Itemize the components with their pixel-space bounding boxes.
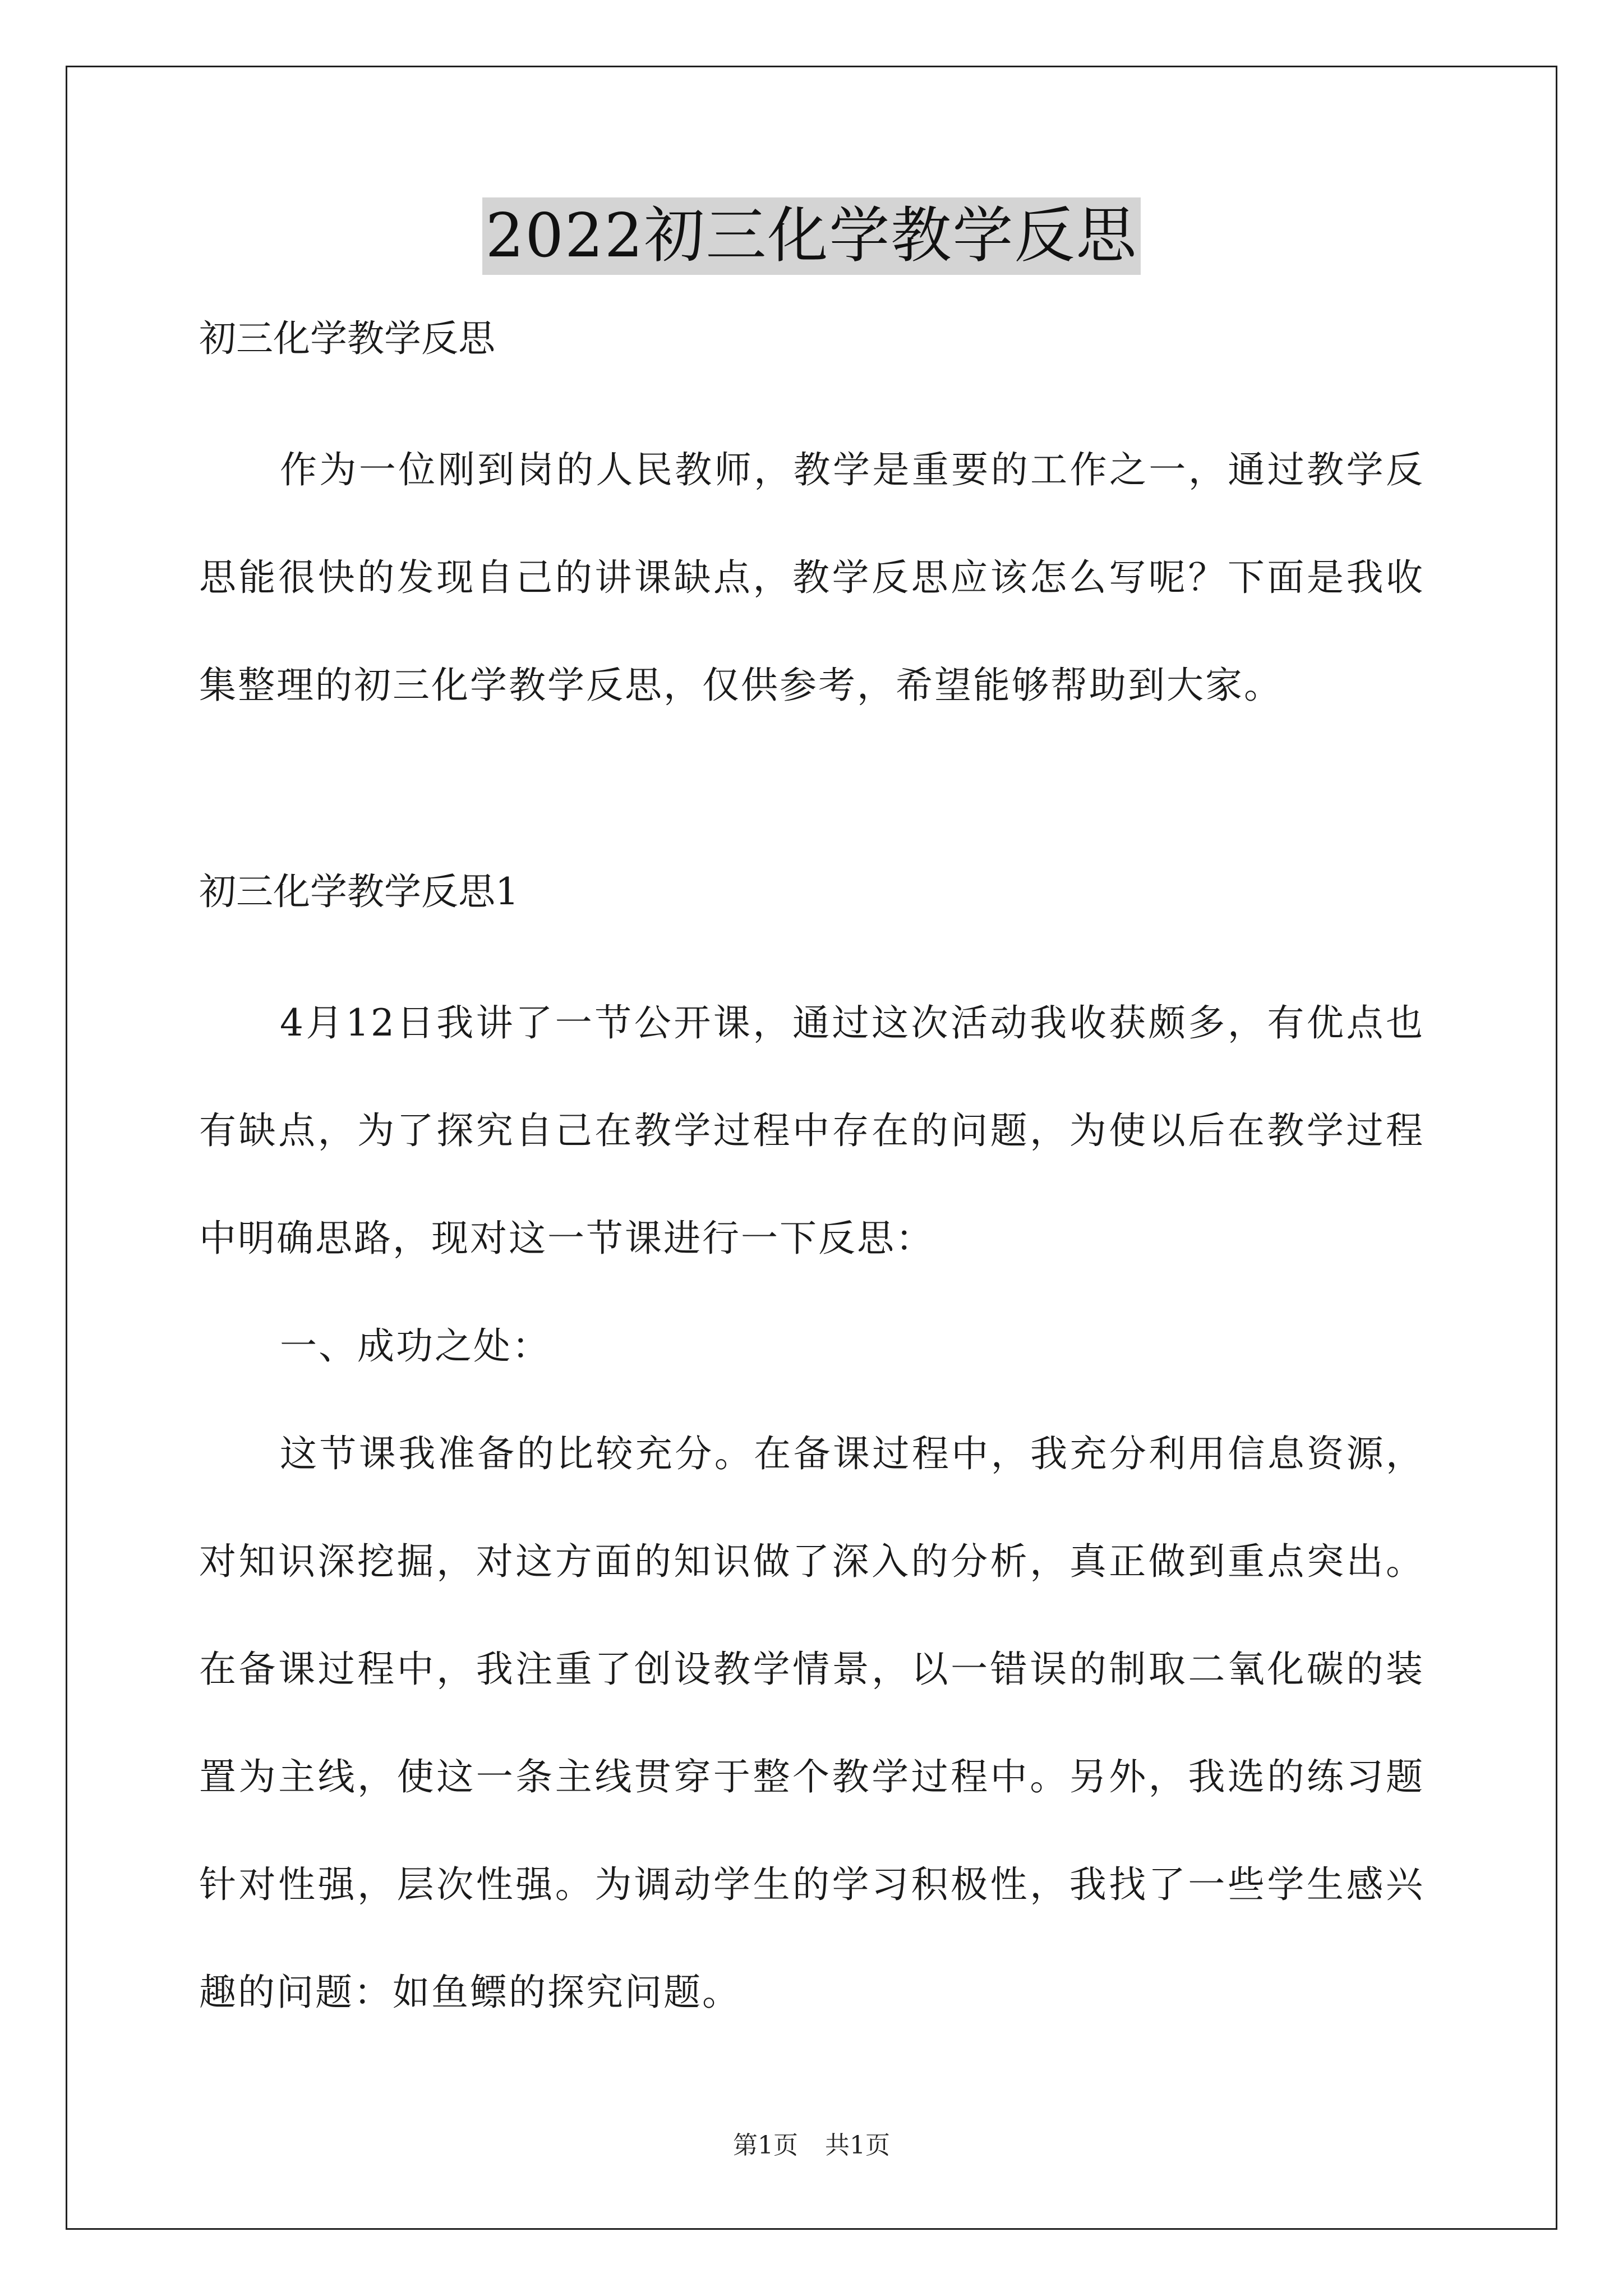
intro-paragraph: 作为一位刚到岗的人民教师，教学是重要的工作之一，通过教学反思能很快的发现自己的讲课缺点，教学反思应该怎么写呢？下面是我收集整理的初三化学教学反思，仅供参考，希望能够帮助到大家。 [199, 448, 1424, 707]
section-paragraph: 4月12日我讲了一节公开课，通过这次活动我收获颇多，有优点也有缺点，为了探究自己在教学过程中存在的问题，为使以后在教学过程中明确思路，现对这一节课进行一下反思： [199, 1001, 1424, 1260]
document-title: 2022初三化学教学反思 [482, 197, 1141, 275]
title-container [0, 197, 1623, 275]
section-heading: 初三化学教学反思1 [199, 870, 519, 913]
page-total: 共1页 [825, 2131, 890, 2160]
intro-heading: 初三化学教学反思 [199, 317, 495, 360]
section-subheading: 一、成功之处： [280, 1324, 551, 1368]
document-body [199, 314, 1424, 2046]
page-number: 第1页 [733, 2131, 798, 2160]
page-footer [0, 2129, 1623, 2162]
section-paragraph: 这节课我准备的比较充分。在备课过程中，我充分利用信息资源，对知识深挖掘，对这方面的知识做了深入的分析，真正做到重点突出。在备课过程中，我注重了创设教学情景，以一错误的制取二氧化碳的装置为主线，使这一条主线贯穿于整个教学过程中。另外，我选的练习题针对性强，层次性强。为调动学生的学习积极性，我找了一些学生感兴趣的问题：如鱼鳔的探究问题。 [199, 1432, 1424, 2014]
